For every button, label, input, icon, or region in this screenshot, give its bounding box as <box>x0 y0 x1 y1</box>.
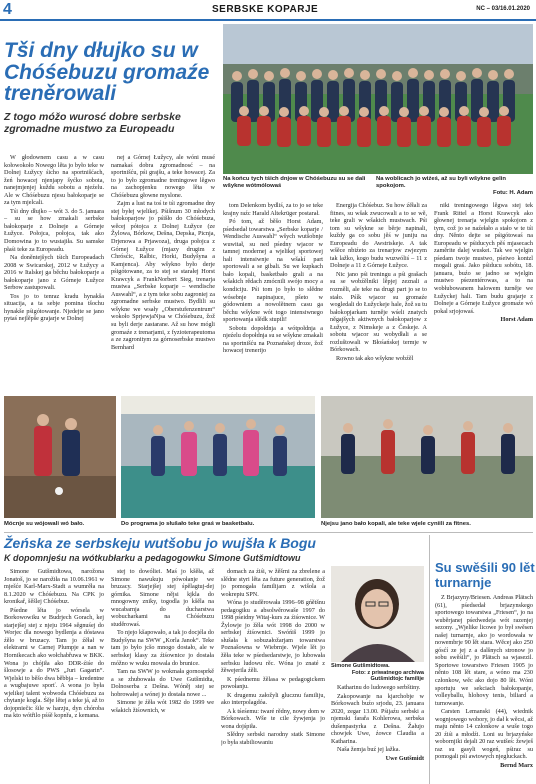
portrait-photo <box>331 566 424 662</box>
obituary-col-4: Katharinu do ludowego serbštiny. Zakopowanje na kjarchobje w Bórkowach buźo srjodu, 23. januara 2020, zegar 13.00. Pśijaźu serbski a njemski farařa Kohlerowa, serbska dušenpastyrka z Dešna. Žałujo chowjek Uwe, źowce Claudia a Katharina. Naša žemja buź jej lažka. Uwe Gutšmidt <box>331 684 424 762</box>
team-photo-caption-right: Na woblicach jo wiźeś, až su byli wšykne gelin spokojom. Fotu: H. Adam <box>376 176 533 196</box>
team-photo-graphic <box>223 24 533 174</box>
obituary-col-2: stej to dowóliei. Maś jo kšěła, až Simone nawukuju pówołanje we bruzacy. Starjejšej stej śpělagtuj-dej górnika. Simone nějsi kjkla do mnogowny zniky, togodla jo kšěla na wucabarnja do ducharstwa wobucharkami na Chóśebuzu studěrowaś. To njejo kšapowało, a tak jo docjéla do Budyšyna na SWW „Korla Janok“. Teke tam jo było jcšo mnogo dostało, ale w serbskej klasy za źiśownice jo dostała móžno w wuku mowala do brunice. Tam na SWW jo wokmała gornosprkě a se zhubowała do Uwe Gutšmidta, Dolnoserba z Dešna. Wóněj stej se hobrowałej a wónej jo dostała nowe ... Simone je źěła wót 1982 do 1999 we wšakich žiśownich, w <box>111 568 214 714</box>
photo-fitness-graphic <box>321 396 533 518</box>
obituary-title: Žeńska ze serbskeju wutšobu jo wujšła k Bogu <box>4 535 316 551</box>
photo-basketball-graphic <box>121 396 315 518</box>
turnhalle-body: Z Brjazyny/Briesen. Andreas Plätsch (61), pśedsedał brjazynskego sportowego towarstwa „Friesen“, jo na wuběrjanej pśedwedeja wót razenjej sezony. „Wjelike licowe jo był swěsen našej turnarnje, ako jo wordowała w nowembrje 90 lět stara. Wěcej ako 250 gósćí ze jej z a dalšnych stronow jo sobu swěśili“, jo Plätsch sa wjasezil. Sportowe towarstwo Friesen 1905 jo něnto 108 lět stare, a wóno ma 230 członkow, wěc ako dojo 80 lět. Wóni sportuju we sekciach bałokopanje, volleyballu, hlohovy tenis, biliard a turnowanje. Carsten Lemanski (44), wiednik wognjowego wobory, jo dał k wěcsi, až maju něnto 14 członkow a wuše togo 20 źiśi a młodźi. Loni su brjazyńske wobornjiki dejali 20 raz wutšeś: žewješ raz su gasyli wogeń, pśiraz su pomogali pśi awtowych njegluckach. Bernd Marx <box>435 594 533 770</box>
portrait-caption: Simone Gutšmidtowa. Foto: z priwatnego archiwa Gutšmidtojc familije <box>331 663 424 683</box>
main-article-credit: Horst Adam <box>500 316 533 324</box>
right-column-divider <box>429 535 430 784</box>
header-rule <box>0 19 536 21</box>
main-article-title: Tši dny dłujko su w Chóśebuzu gromaźe treněrowali <box>4 39 210 105</box>
main-article-col-1: W głodownem casu a w casu kołowokoło Nowego lěta jo było teke w Dolnej Łužycy śicho na sportnišćach, žeń howacej njenjapy šyćko sobota, nanejmjenjej kuždu sobotu a njeźelu. Ale w Chóśebuzu njesu bałokoparje se za tym mjelcali. Tśi dny dłujko – wót 3. do 5. januara – su se how zmakali serbske bałokoparje z Dolneje a Górneje Łužyce. Połojca, połojca, tak ako Domowina jo to wustajiła. Su samske płaśi teke za Europeadu. Na doněntejšych tśich Europeadach 2008 w Swicarskej, 2012 w Łužycy a 2016 w Italskej ga běchu bałokoparje a bałokoparje jano z Górneje Łužyce Serbow zastupowali. Tos jo to tenraz kradu hynakša situacija, a ta sebje pomina tšochu hynakše pśigótowanje. Njedejte se jano pytaś nejlěpše grajarje w Dolnej <box>4 154 104 323</box>
obituary-col-3: domach za źiśi, w žěšrni za zbrelene a slědne styri lěta za future generation, žož jo pomogała familijam z wišola a wokrepiu SPN. Wóna jo studěrowała 1996–98 gńětšnu pedagogiku a absolwěrowaše 1997 do 1998 pśeidny Witaj-kurs za źiśownice. W Žylowje jo žěla wót 1998 do 2000 w serbskej źiśownici. Swóńiš 1999 jo słušała k sobuzałožarjam towarstwa Poznašowna w Wiebrnje. Wjele lět jo žěła teke w pśedsedarstwje, jo lubowała serbsku ludowu rěc. Wóna jo znaté z žěwejerila źěli. K pśednemu žělasa w pedagogickem powołanju. K drugemu załožyli glucznu familiju, ako interpolagdóa. A k tśeśemu: twaré rědny, nowy dom w Bórkowach. Wše te cile žywjenja jo wona dojśpiła. Slědny serbski narodny statk Simone jo była stabiliowaniu <box>221 568 325 747</box>
photo-basketball-caption: Do programa jo słušało teke graś w basketbalu. <box>121 521 255 527</box>
obituary-col-1: Simone Gutšmidtowa, narožona Jonatoš, jo se narožiła na 10.06.1961 w mješće Karl-Marx-Stadt a wumrěła na 8.1.2020 w Chóśebuzu. Na CPK jo kronikař, šěšlej Chóśebuz. Pśedne lěta jo wórsela w Borkowowiku w Budrjech Gorach, kej starjejšej stej z njeju 1964 sěgnuśej do Worjec dla nowego bydlenja a dóstawa źělo w bruzacy. Tam jo źěłał w elektrarni w Carnej Plumpje a nan w Hornikecach ako wołchabřuwa w BKK. Wona jo chójiła ako DDR-źiśe do šlosowje a do PWS „Juri Gagarin“. Wjelski to běšo dwa běbbja – kredentne a wugbajuwe sporť. A wona jo była wjelikej talent wobwoda Chóśebuzu za chytanje kogla. Śěje lětej a teke já, až to dojopniečic šile w harzju, dyn chóroba ma kto wótřilo pśśě kopnřa, z kemana. <box>4 568 104 720</box>
main-article-col-4: Energija Chóśebuz. Su how źěłali za fitnes, su wšak zwucowali a to se wě, teke grali w wšakich mustwach. Pśi tom su wšykne se běrje napinali, kuždy ga co sobu jěś w juniju na Europeadu do Awstriskeje. A tak wšěce nbiźeto za trenarjow zwjezym tak lažko, kogo budu wuzwóliś – 11 z Dolneje a 11 z Górneje Łužyce. Nic jano pśi treningu a pśi grašach su se wobźělniki lěpjej zeznali a rozměli, ale teke na drugi part jo se to stało. Pśík wjacor su gromaźe wogledali do Łužyckeje hale, žož su tu bałokopjarkam turněje wśeli znatych něgajšych aktiwnych bałokoparjow z Łužyce, z Nimskeje a z Českeje. A sobotu wjacor su wobydłali a se rozluštowali w Błośańskej termje w Bórkowach. Rowno tak ako wšykne wobźěl <box>330 202 427 362</box>
photo-ball-fight-caption: Mócnje su wójowali wó bało. <box>4 521 85 527</box>
photo-basketball <box>121 396 315 518</box>
obituary-subtitle: K dopomnjeśu na wótkubłarku a pedagogowku Simone Gutšmidtowu <box>4 553 301 563</box>
section-title: SERBSKE KOPARJE <box>212 4 319 15</box>
portrait-graphic <box>331 566 424 662</box>
main-article-col-5: niki treningowego lěgwa stej tek Frank Rittel a Horst Krawcyk ako głownej trenarja wjelgin spokojom z tym, což jo se naźełało a stało w te tśi dny. Něnto dejte se pśigótowaś na Europeadu w pśiducych pěś mjasecach zaměrite dalej wuskei. Tak we wjelgin pśedam twoje mustwo, pśeiwo kontzl mogali graś. Jako pśiducu sobótu, 18. januara, buźo se jadno se wjelgin mustwo pśezentérowas, a to na wobłubowanem halowem turněje we Łužyckej hali. Tam budu grajarje z Dolneje a Górneje Łužyce gromaźe wó pokal srjojowaś. Horst Adam <box>434 202 533 324</box>
photo-fitness-caption: Njejsu jano bało kopali, ale teke wjele cyniili za fitnes. <box>321 521 471 527</box>
photo-fitness <box>321 396 533 518</box>
main-article-col-3: tom Delenkom bydliś, za to jo se teke krajny raźc Harald Altekrüger postarał. Pó tom, až běšo Horst Adam, pśedsedał towarstwa „Serbske koparje / Wendische Auswahl“ wšych wutšobnje wuwitał, su ned pśedny wjacor w tamnej modernej a wjelikej sportowej hali intensiwnje na wšakí part sportowali a se gibali. Su we kupkach bało kopali, basketbało grali a na wšakich rědach zmócnili swójo mocy a kondiciju. Pśi tom jo było to slědne wósebnje napinajuce, pšeto w gódowniem a nowolětnem casu ga běchu wšykne wót togo intensiwnego sportowanja slědk stupili! Sobotu dopołdnja a wótpołdnja a njeźelu dopołdnja su se wšykne zmakali na sportnišću na Poznańskej droze, žož howacej trenerijo <box>223 202 323 355</box>
team-photo-caption-left: Na końcu tych tśich dnjow w Chóśebuzu su se dali wšykne wótmólowaś <box>223 176 366 189</box>
turnhalle-title: Su swěśili 90 lět turnarnje <box>435 560 535 590</box>
obituary-credit: Uwe Gutšmidt <box>385 754 424 762</box>
main-article-col-2: nej a Górnej Łužycy, ale wóni musé namakaś dobra zgromadnosć – na sportnišću, pśi grajšu, a teke howacej. Za to jo było zgromadne treningowe lěgwo na zachopjenku nowego lěta w Chóśebuzu głowne myslone. Zajm a lust na toś te tśi zgromadne dny stej byłej wjelikej. Pśišnum 30 młodych bałokoparjow jo pśišło do Chóśebuza, wěcej pótojca z Dolnej Łužyce (ze Žylowa, Bórkow, Dešna, Depska, Picnja, Drjenowa a Prjawoza), druga połojca z Górnej Łužyce (mjazy drugim z Chrósćic, Ralbic, Horki, Budyšyna a Kamjenca). Aby wšykno było derje pśigótowane, za to stej se starałej Horst Krawcyk a FrankNorbert Sieg, trenarja mustwa „Serbske koparje – wendische Auswahl“, a z tym teke sobu zagroniej za zgromadne serbske mustwo. Bydlili su wšykne we wsały „Oberstufenzentrum“ wokoło SprjewjaNjsa w Chóśebuzu, žož su byli derje zastarane. Až su how mógli gromaźe z trenarjami, z fyzioterapeutoma a ze zagronitym za górnoserbske mustwo Bernhard <box>111 154 215 351</box>
page-number: 4 <box>3 1 12 18</box>
team-photo-credit: Fotu: H. Adam <box>492 190 533 196</box>
photo-ball-fight <box>4 396 116 518</box>
team-photo <box>223 24 533 174</box>
issue-info: NC – 03/16.01.2020 <box>476 6 530 12</box>
section-divider <box>4 532 533 533</box>
main-article-subtitle: Z togo móžo wurosć dobre serbske zgromadne mustwo za Europeadu <box>4 111 181 135</box>
photo-ball-fight-graphic <box>4 396 116 518</box>
turnhalle-credit: Bernd Marx <box>500 762 533 770</box>
